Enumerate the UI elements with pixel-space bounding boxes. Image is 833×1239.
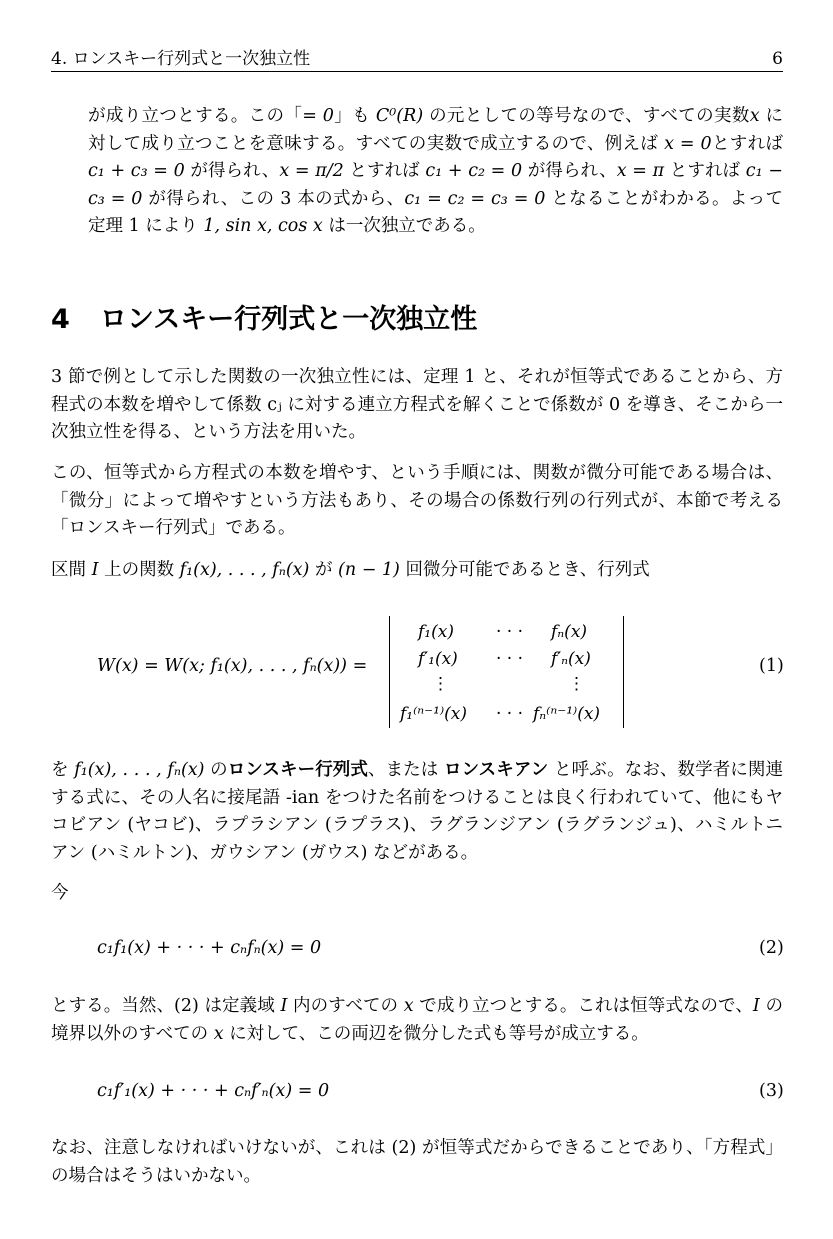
text-run: に対して成り立つことを意味する。すべての実数で成立するので、例えば xyxy=(88,106,783,154)
math-inline: x = π xyxy=(616,161,665,181)
math-inline: x xyxy=(749,106,760,126)
text-run: 回微分可能であるとき、行列式 xyxy=(399,560,650,580)
text-run: の境界以外のすべての xyxy=(51,996,783,1044)
text-run: が得られ、 xyxy=(184,161,280,181)
paragraph-3 xyxy=(51,557,783,585)
math-inline: x xyxy=(213,1023,224,1044)
det-cell: · · · xyxy=(496,622,524,642)
det-cell: f₁⁽ⁿ⁻¹⁾(x) xyxy=(400,704,467,724)
wronskian-determinant xyxy=(389,616,624,728)
math-inline: 1, sin x, cos x xyxy=(203,216,323,236)
math-inline: x = 0 xyxy=(664,133,712,154)
text-run: 、または xyxy=(367,760,445,780)
math-inline: c₁ + c₃ = 0 xyxy=(88,161,185,181)
text-run: とする。当然、(2) は定義域 xyxy=(51,996,281,1016)
text-run: 区間 xyxy=(51,560,92,580)
det-cell: · · · xyxy=(496,649,524,669)
section-number: 4 xyxy=(51,304,70,335)
math-inline: x xyxy=(403,996,414,1016)
text-run: を xyxy=(51,760,75,780)
text-run: すれば xyxy=(687,161,746,181)
text-run: と xyxy=(664,161,688,181)
equation-3 xyxy=(0,1081,833,1111)
text-run: とすれば xyxy=(711,133,783,154)
math-inline: C⁰(R) xyxy=(375,106,424,126)
paragraph-1: 3 節で例として示した関数の一次独立性には、定理 1 と、それが恒等式であることから、方程式の本数を増やして係数 cⱼ に対する連立方程式を解くことで係数が 0 を導き、そこから一次独立性を得る、という方法を用いた。 xyxy=(51,367,783,442)
det-cell: f′ₙ(x) xyxy=(551,649,591,669)
equation-2 xyxy=(0,938,833,968)
text-run: 」も xyxy=(333,106,376,126)
text-run: わかる。よって定理 1 により xyxy=(88,188,784,236)
equation-number: (2) xyxy=(759,938,784,958)
text-run: に対して、この両辺を微分した式も等号が成立する。 xyxy=(223,1023,649,1044)
math-inline: I xyxy=(752,996,760,1016)
det-cell: f₁(x) xyxy=(418,622,454,642)
equation-1-lhs: W(x) = W(x; f₁(x), . . . , fₙ(x)) = xyxy=(97,656,368,676)
det-cell: · · · xyxy=(496,704,524,724)
math-inline: I xyxy=(280,996,288,1016)
equation-3-expr: c₁f′₁(x) + · · · + cₙf′ₙ(x) = 0 xyxy=(97,1081,330,1101)
math-inline: I xyxy=(91,560,99,580)
text-run: の xyxy=(204,760,228,780)
text-run: となることが xyxy=(545,188,659,209)
running-header xyxy=(51,47,783,72)
math-inline: c₁ + c₂ = 0 xyxy=(425,161,523,181)
text-run: で成り立つとする。これは恒等式なので、 xyxy=(413,996,753,1016)
equation-number: (1) xyxy=(759,656,784,676)
math-inline: (n − 1) xyxy=(338,560,400,580)
math-inline: f₁(x), . . . , fₙ(x) xyxy=(74,760,205,780)
text-run: が成り立つとする。この「 xyxy=(88,106,303,126)
text-run: 上の関数 xyxy=(98,560,180,580)
text-run: とすれば xyxy=(343,161,426,181)
paragraph-6 xyxy=(51,993,783,1048)
paragraph-2: この、恒等式から方程式の本数を増やす、という手順には、関数が微分可能である場合は、「微分」によって増やすという方法もあり、その場合の係数行列の行列式が、本節で考える「ロンスキー行列式」である。 xyxy=(51,463,783,538)
det-cell: fₙ⁽ⁿ⁻¹⁾(x) xyxy=(533,704,601,724)
text-run: 内のすべての xyxy=(287,996,404,1016)
math-inline: x = π/2 xyxy=(279,161,344,181)
det-cell: fₙ(x) xyxy=(551,622,588,642)
equation-2-expr: c₁f₁(x) + · · · + cₙfₙ(x) = 0 xyxy=(97,938,322,958)
text-run: の元としての等号なので、すべての実数 xyxy=(423,106,750,126)
equation-1 xyxy=(0,610,833,730)
defined-term: ロンスキアン xyxy=(444,760,549,780)
text-run: と呼ぶ。なお、数学者に関連する式に、その人名に接尾語 -ian をつけた名前をつけることは良く行われていて、他にもヤコビアン (ヤコビ)、ラプラシアン (ラプラス)、ラグランジアン (ラグランジュ)、ハミルトニアン (ハミルトン)、ガウシアン (ガウス) などがある。 xyxy=(51,760,783,863)
det-cell: ⋮ xyxy=(568,674,585,694)
section-title: ロンスキー行列式と一次独立性 xyxy=(100,304,478,335)
text-run: が得られ、 xyxy=(522,161,617,181)
paragraph-4 xyxy=(51,757,783,867)
text-run: が得られ、この 3 本の式から、 xyxy=(142,188,405,209)
paragraph-5: 今 xyxy=(51,883,69,903)
math-inline: c₁ − c₃ = 0 xyxy=(88,161,783,209)
header-section-title: 4. ロンスキー行列式と一次独立性 xyxy=(51,49,311,69)
header-page-number: 6 xyxy=(772,49,783,69)
det-cell: f′₁(x) xyxy=(418,649,458,669)
paragraph-7: なお、注意しなければいけないが、これは (2) が恒等式だからできることであり、「方程式」の場合はそうはいかない。 xyxy=(51,1138,783,1186)
math-inline: = 0 xyxy=(302,106,334,126)
math-inline: c₁ = c₂ = c₃ = 0 xyxy=(404,188,546,209)
equation-number: (3) xyxy=(759,1081,784,1101)
text-run: は一次独立である。 xyxy=(322,216,486,236)
det-cell: ⋮ xyxy=(432,674,449,694)
text-run: が xyxy=(309,560,339,580)
defined-term: ロンスキー行列式 xyxy=(227,760,368,780)
continuation-paragraph xyxy=(88,103,783,241)
section-heading xyxy=(51,300,783,340)
math-inline: f₁(x), . . . , fₙ(x) xyxy=(179,560,310,580)
